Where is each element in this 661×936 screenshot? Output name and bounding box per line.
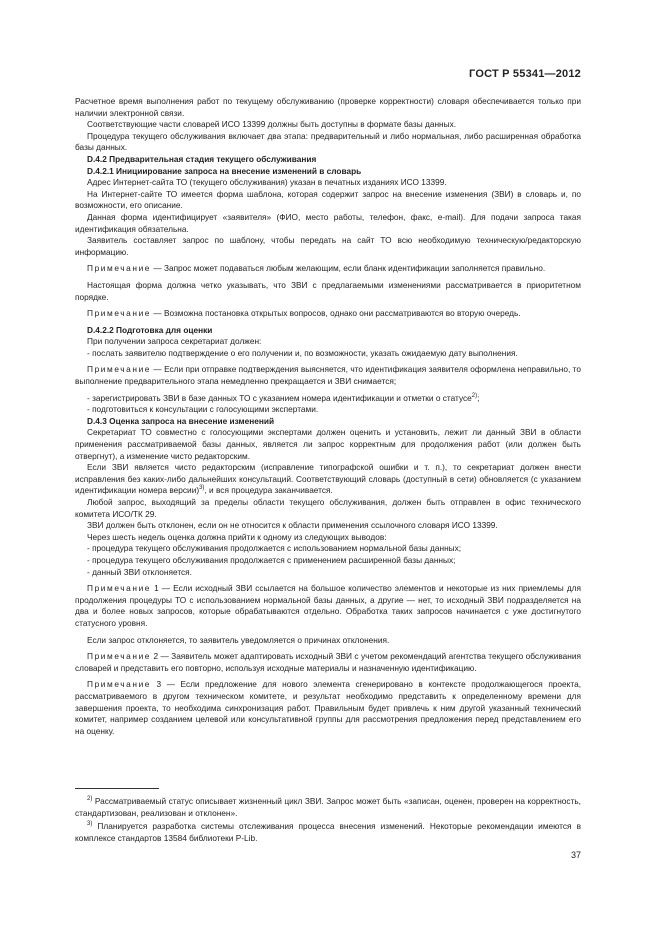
paragraph-text: - данный ЗВИ отклоняется. xyxy=(87,566,192,577)
paragraph xyxy=(75,336,581,348)
paragraph-text: D.4.2.1 Инициирование запроса на внесение изменений в словарь xyxy=(87,165,362,176)
paragraph xyxy=(75,280,581,303)
note-label: Примечание xyxy=(87,364,152,375)
note-label: Примечание xyxy=(87,583,152,594)
note-paragraph xyxy=(75,364,581,387)
note-paragraph xyxy=(75,679,581,737)
paragraph xyxy=(75,131,581,154)
note-label: Примечание xyxy=(87,308,152,319)
paragraph: Если ЗВИ является чисто редакторским (исправление типографской ошибки и т. п.), то секретариат должен внести исправления без каких-либо дальнейших консультаций. Соответствующий словарь (доступный в сети) обновляется (с указанием идентификации номера версии)$^{3)}$, и вся процедура заканчивается. xyxy=(75,462,581,496)
footnote-ref: 2) xyxy=(471,392,478,399)
note-paragraph xyxy=(75,651,581,674)
paragraph-text: - послать заявителю подтверждение о его получении и, по возможности, указать ожидаемую дату выполнения. xyxy=(87,347,518,358)
paragraph-text: - процедура текущего обслуживания продолжается с применением расширенной базы данных; xyxy=(87,554,456,565)
paragraph-text: - зарегистрировать ЗВИ в базе данных ТО с указанием номера идентификации и отметки о статусе xyxy=(87,392,472,403)
footnote xyxy=(75,796,581,819)
paragraph-text: D.4.2 Предварительная стадия текущего обслуживания xyxy=(87,153,317,164)
paragraph-text: Данная форма идентифицирует «заявителя» (ФИО, место работы, телефон, факс, e-mail). Для подачи запроса такая идентификация обязательна. xyxy=(75,211,581,234)
footnotes xyxy=(75,794,581,844)
paragraph-text: Процедура текущего обслуживания включает два этапа: предварительный и либо нормальная, либо расширенная обработка базы данных. xyxy=(75,130,581,153)
section-heading xyxy=(75,416,581,428)
paragraph: - зарегистрировать ЗВИ в базе данных ТО с указанием номера идентификации и отметки о статусе$^{2)}$; xyxy=(87,392,480,403)
paragraph xyxy=(75,520,581,532)
note-label: Примечание xyxy=(87,263,152,274)
paragraph-text: На Интернет-сайте ТО имеется форма шаблона, которая содержит запрос на внесение изменения (ЗВИ) в словарь и, по возможности, его описание. xyxy=(75,188,581,211)
paragraph xyxy=(75,427,581,462)
paragraph xyxy=(75,212,581,235)
paragraph-text: — Запрос может подаваться любым желающим, если бланк идентификации заполняется правильно. xyxy=(151,263,546,274)
paragraph-text: — Если при отправке подтверждения выясняется, что идентификация заявителя оформлена неправильно, то выполнение предварительного этапа немедленно прекращается и ЗВИ снимается; xyxy=(75,364,581,387)
paragraph xyxy=(75,555,581,567)
footnote xyxy=(75,821,581,844)
page-number: 37 xyxy=(570,850,581,860)
paragraph-text: Заявитель составляет запрос по шаблону, чтобы передать на сайт ТО всю необходимую техническую/редакторскую информацию. xyxy=(75,235,581,257)
paragraph-text: D.4.3 Оценка запроса на внесение изменений xyxy=(87,415,275,426)
note-paragraph xyxy=(75,583,581,629)
paragraph-text: D.4.2.2 Подготовка для оценки xyxy=(87,324,213,335)
paragraph xyxy=(75,635,581,647)
footnote-ref: 3) xyxy=(199,485,205,492)
paragraph-text: Секретариат ТО совместно с голосующими экспертами должен оценить и установить, лежит ли данный ЗВИ в области применения рассматриваемой базы данных, является ли запрос корректным для продолжения работ (или должен быть отвергнут), а изменение чисто редакторским. xyxy=(75,427,581,461)
paragraph-text: - процедура текущего обслуживания продолжается с использованием нормальной базы данных; xyxy=(87,543,462,554)
paragraph xyxy=(75,177,581,189)
paragraph xyxy=(75,189,581,212)
paragraph xyxy=(75,235,581,258)
paragraph xyxy=(75,96,581,119)
paragraph xyxy=(75,497,581,520)
note-paragraph xyxy=(75,308,581,320)
footnote-separator xyxy=(75,788,159,789)
section-heading xyxy=(75,325,581,337)
note-paragraph xyxy=(75,263,581,275)
paragraph-text: Настоящая форма должна четко указывать, что ЗВИ с предлагаемыми изменениями рассматривается в приоритетном порядке. xyxy=(75,279,581,302)
section-heading xyxy=(75,154,581,166)
paragraph-text: 2 — Заявитель может адаптировать исходный ЗВИ с учетом рекомендаций агентства текущего обслуживания словарей и представить его повторно, используя исходные материалы и назначенную идентификацию. xyxy=(75,651,581,673)
footnote-mark: 3) xyxy=(87,821,93,828)
paragraph-text: ЗВИ должен быть отклонен, если он не относится к области применения ссылочного словаря ИСО 13399. xyxy=(87,520,498,531)
paragraph xyxy=(75,543,581,555)
paragraph-text: Расчетное время выполнения работ по текущему обслуживанию (проверке корректности) словаря обеспечивается только при наличии электронной связи. xyxy=(75,96,581,118)
paragraph xyxy=(75,119,581,131)
paragraph xyxy=(75,348,581,360)
paragraph-text: - подготовиться к консультации с голосующими экспертами. xyxy=(87,404,319,415)
paragraph xyxy=(75,567,581,579)
paragraph-text: Адрес Интернет-сайта ТО (текущего обслуживания) указан в печатных изданиях ИСО 13399. xyxy=(87,177,447,188)
paragraph-text: Если ЗВИ является чисто редакторским (исправление типографской ошибки и т. п.), то секретариат должен внести исправления без каких-либо дальнейших консультаций. Соответствующий словарь (доступный в сети) обновляется (с указанием идентификации номера версии) xyxy=(75,462,581,496)
footnote-mark: 2) xyxy=(87,796,93,803)
paragraph xyxy=(75,404,581,416)
section-heading xyxy=(75,166,581,178)
footnote-text: Планируется разработка системы отслеживания процесса внесения изменений. Некоторые рекомендации имеются в комплексе стандартов 13584 библиотеки P-Lib. xyxy=(75,821,582,843)
paragraph-text: — Возможна постановка открытых вопросов, однако они рассматриваются во вторую очередь. xyxy=(151,308,521,319)
paragraph-text: 1 — Если исходный ЗВИ ссылается на большое количество элементов и некоторые из них приемлемы для продолжения процедуры ТО с использованием нормальной базы данных, а другие — нет, то исходный ЗВИ подразделяется на два и более новых запросов, которые обрабатываются отдельно. Обработка таких запросов начинается с уже достигнутого статусного уровня. xyxy=(75,583,581,628)
body-text xyxy=(75,96,581,737)
paragraph-text: Если запрос отклоняется, то заявитель уведомляется о причинах отклонения. xyxy=(87,634,390,645)
paragraph xyxy=(75,532,581,544)
paragraph-text: Через шесть недель оценка должна прийти к одному из следующих выводов: xyxy=(87,531,387,542)
paragraph-text: Любой запрос, выходящий за пределы области текущего обслуживания, должен быть отправлен в офис технического комитета ИСО/ТК 29. xyxy=(75,497,581,519)
note-label: Примечание xyxy=(87,651,152,662)
paragraph-text: При получении запроса секретариат должен: xyxy=(87,336,262,347)
standard-header: ГОСТ Р 55341—2012 xyxy=(469,68,581,80)
paragraph-text: 3 — Если предложение для нового элемента сгенерировано в контексте продолжающегося проекта, рассматриваемого в другом техническом комитете, и результат необходимо представить к определенному времени для завершения проекта, то необходима синхронизация работ. Правильным будет привлечь к ним другой указанный технический комитет, например созданием целевой или консультативной группы для рассмотрения предложения перед представлением его на оценку. xyxy=(75,679,581,736)
paragraph-text: Соответствующие части словарей ИСО 13399 должны быть доступны в формате базы данных. xyxy=(87,119,457,130)
note-label: Примечание xyxy=(87,679,152,690)
footnote-text: Рассматриваемый статус описывает жизненный цикл ЗВИ. Запрос может быть «записан, оценен, проверен на корректность, стандартизован, реализован и отклонен». xyxy=(75,796,581,818)
